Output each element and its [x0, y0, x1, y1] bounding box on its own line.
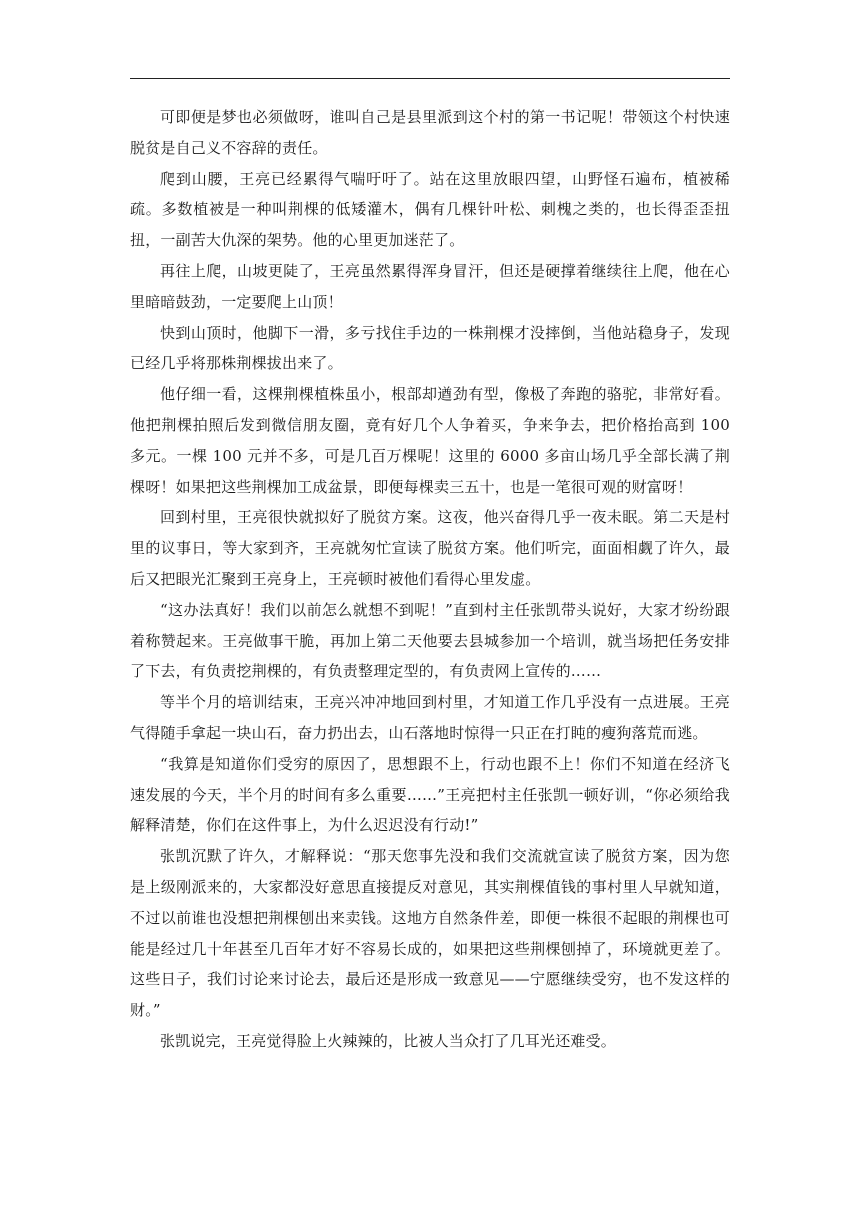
paragraph: “我算是知道你们受穷的原因了，思想跟不上，行动也跟不上！你们不知道在经济飞速发展的今天，半个月的时间有多么重要……”王亮把村主任张凯一顿好训，“你必须给我解释清楚，你们在这件事上，为什么迟迟没有行动!” — [130, 754, 730, 835]
paragraph: 张凯沉默了许久，才解释说：“那天您事先没和我们交流就宣读了脱贫方案，因为您是上级刚派来的，大家都没好意思直接提反对意见，其实荆棵值钱的事村里人早就知道，不过以前谁也没想把荆棵刨出来卖钱。这地方自然条件差，即便一株很不起眼的荆棵也可能是经过几十年甚至几百年才好不容易长成的，如果把这些荆棵刨掉了，环境就更差了。这些日子，我们讨论来讨论去，最后还是形成一致意见——宁愿继续受穷，也不发这样的财。” — [130, 847, 730, 1020]
article-body — [130, 102, 730, 1057]
paragraph: 回到村里，王亮很快就拟好了脱贫方案。这夜，他兴奋得几乎一夜未眠。第二天是村里的议事日，等大家到齐，王亮就匆忙宣读了脱贫方案。他们听完，面面相觑了许久，最后又把眼光汇聚到王亮身上，王亮顿时被他们看得心里发虚。 — [130, 508, 730, 588]
paragraph: 快到山顶时，他脚下一滑，多亏找住手边的一株荆棵才没摔倒，当他站稳身子，发现已经几乎将那株荆棵拔出来了。 — [130, 323, 730, 373]
paragraph: 再往上爬，山坡更陡了，王亮虽然累得浑身冒汗，但还是硬撑着继续往上爬，他在心里暗暗鼓劲，一定要爬上山顶！ — [130, 261, 730, 311]
paragraph: 爬到山腰，王亮已经累得气喘吁吁了。站在这里放眼四望，山野怪石遍布，植被稀疏。多数植被是一种叫荆棵的低矮灌木，偶有几棵针叶松、刺槐之类的，也长得歪歪扭扭，一副苦大仇深的架势。他的心里更加迷茫了。 — [130, 169, 730, 250]
paragraph: 可即便是梦也必须做呀，谁叫自己是县里派到这个村的第一书记呢！带领这个村快速脱贫是自己义不容辞的责任。 — [130, 108, 730, 157]
paragraph: 等半个月的培训结束，王亮兴冲冲地回到村里，才知道工作几乎没有一点进展。王亮气得随手拿起一块山石，奋力扔出去，山石落地时惊得一只正在打盹的瘦狗落荒而逃。 — [130, 693, 730, 742]
paragraph: 张凯说完，王亮觉得脸上火辣辣的，比被人当众打了几耳光还难受。 — [160, 1031, 617, 1050]
paragraph: “这办法真好！我们以前怎么就想不到呢！”直到村主任张凯带头说好，大家才纷纷跟着称赞起来。王亮做事干脆，再加上第二天他要去县城参加一个培训，就当场把任务安排了下去，有负责挖荆棵的，有负责整理定型的，有负责网上宣传的…… — [130, 600, 730, 681]
header-rule — [130, 78, 730, 79]
paragraph: 他仔细一看，这棵荆棵植株虽小，根部却遒劲有型，像极了奔跑的骆驼，非常好看。他把荆棵拍照后发到微信朋友圈，竟有好几个人争着买，争来争去，把价格抬高到 100 多元。一棵 100 元并不多，可是几百万棵呢！这里的 6000 多亩山场几乎全部长满了荆棵呀！如果把这些荆棵加工成盆景，即便每棵卖三五十，也是一笔很可观的财富呀！ — [130, 385, 730, 496]
